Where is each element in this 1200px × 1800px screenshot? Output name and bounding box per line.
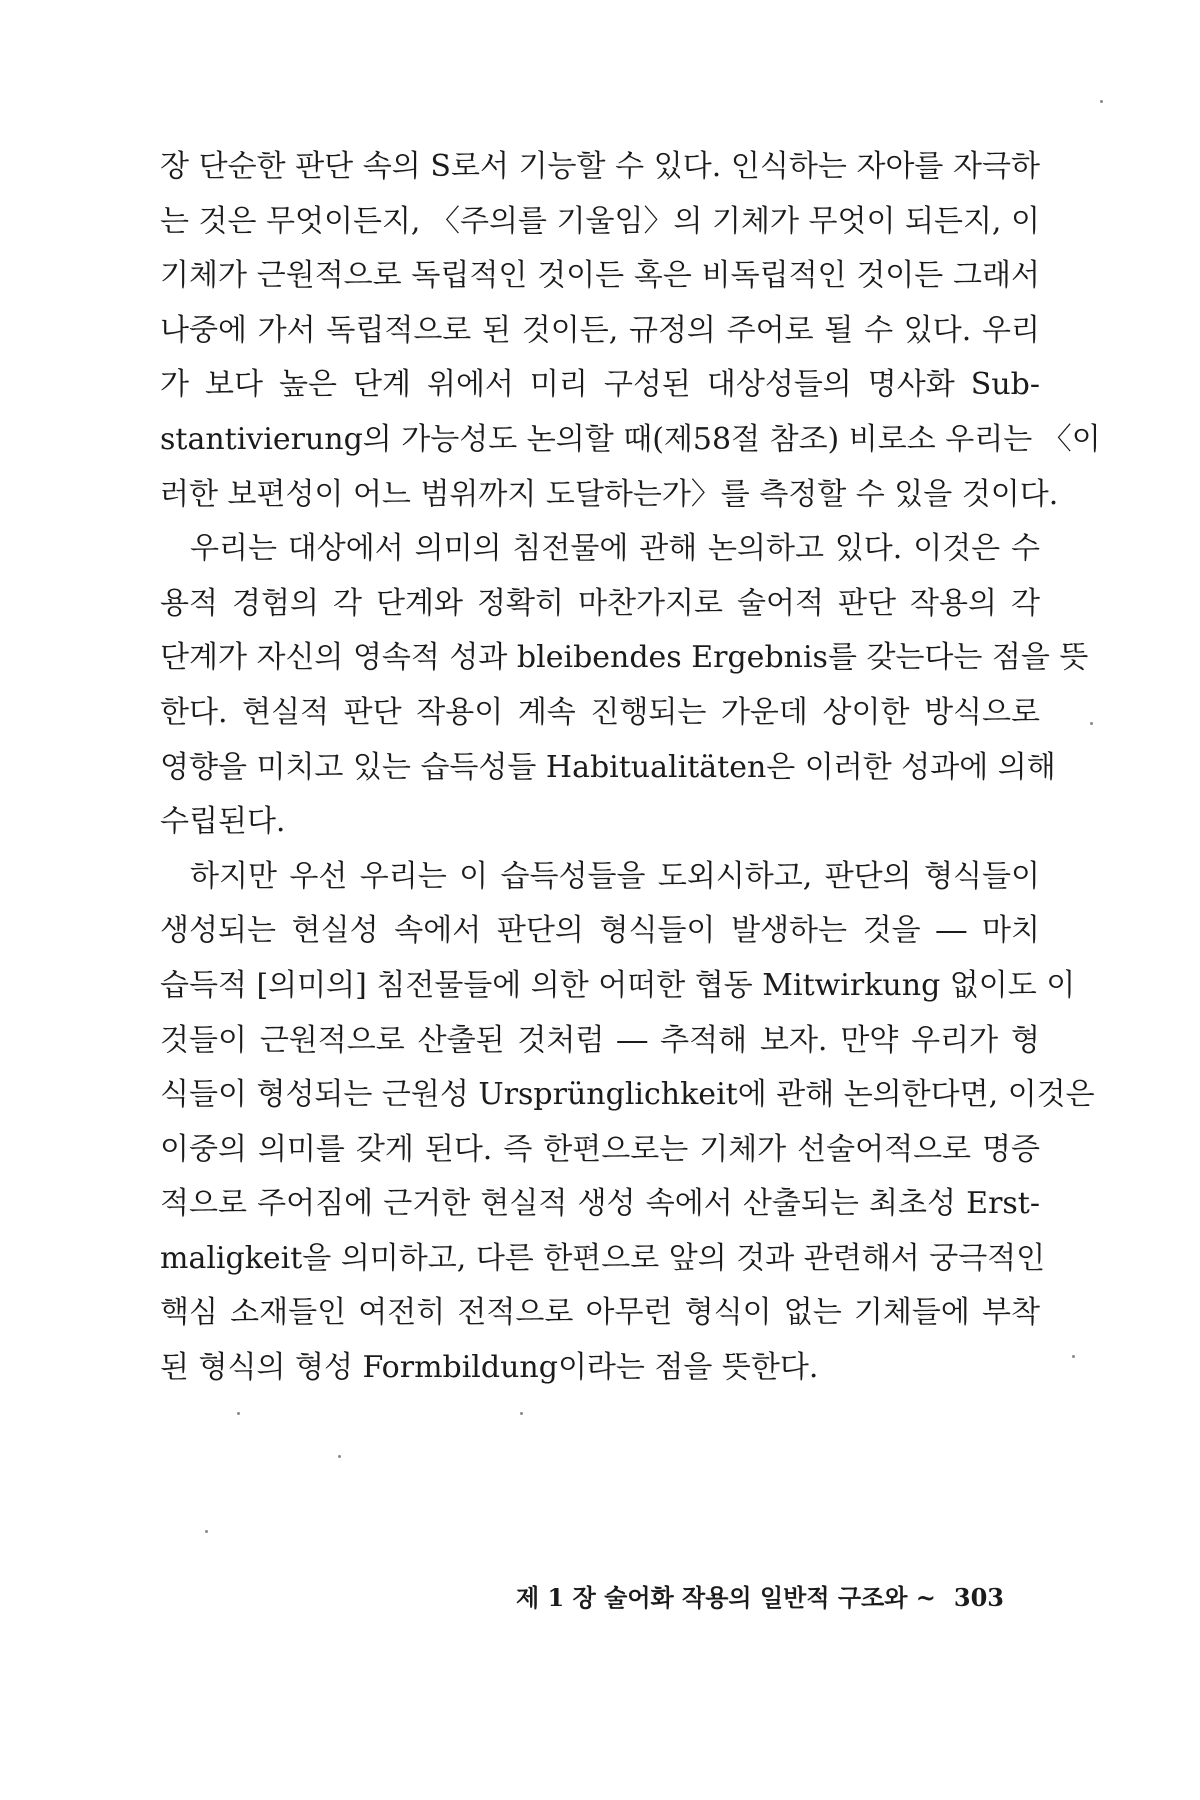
text-line: 적으로 주어짐에 근거한 현실적 생성 속에서 산출되는 최초성 Erst-	[160, 1186, 1040, 1222]
paragraph-1	[160, 140, 1101, 522]
text-line: stantivierung의 가능성도 논의할 때(제58절 참조) 비로소 우리는 〈이	[160, 421, 1101, 457]
text-line: 것들이 근원적으로 산출된 것처럼 ― 추적해 보자. 만약 우리가 형	[160, 1022, 1040, 1058]
text-line: 가 보다 높은 단계 위에서 미리 구성된 대상성들의 명사화 Sub-	[160, 367, 1040, 403]
text-line: 나중에 가서 독립적으로 된 것이든, 규정의 주어로 될 수 있다. 우리	[160, 312, 1040, 348]
paragraph-3	[160, 850, 1095, 1396]
text-line: 이중의 의미를 갖게 된다. 즉 한편으로는 기체가 선술어적으로 명증	[160, 1131, 1040, 1167]
scan-speck	[520, 1412, 523, 1415]
page-number: 303	[953, 1583, 1004, 1612]
page-footer	[516, 1578, 1016, 1613]
scan-speck	[237, 1412, 240, 1415]
text-line: 기체가 근원적으로 독립적인 것이든 혹은 비독립적인 것이든 그래서	[160, 258, 1040, 294]
text-line: 용적 경험의 각 단계와 정확히 마찬가지로 술어적 판단 작용의 각	[160, 585, 1040, 621]
text-line: maligkeit을 의미하고, 다른 한편으로 앞의 것과 관련해서 궁극적인	[160, 1240, 1046, 1276]
text-line: 수립된다.	[160, 804, 286, 840]
text-line: 습득적 [의미의] 침전물들에 의한 어떠한 협동 Mitwirkung 없이도 이	[160, 967, 1076, 1003]
paragraph-2	[160, 522, 1089, 850]
scan-speck	[1100, 100, 1103, 103]
text-line: 한다. 현실적 판단 작용이 계속 진행되는 가운데 상이한 방식으로	[160, 694, 1040, 730]
text-line: 단계가 자신의 영속적 성과 bleibendes Ergebnis를 갖는다는 점을 뜻	[160, 640, 1089, 676]
text-line: 핵심 소재들인 여전히 전적으로 아무런 형식이 없는 기체들에 부착	[160, 1295, 1040, 1331]
scan-speck	[1072, 1355, 1075, 1358]
text-line: 생성되는 현실성 속에서 판단의 형식들이 발생하는 것을 ― 마치	[160, 913, 1040, 949]
text-line: 식들이 형성되는 근원성 Ursprünglichkeit에 관해 논의한다면, 이것은	[160, 1077, 1095, 1113]
running-title: 제 1 장 술어화 작용의 일반적 구조와 ~	[516, 1583, 936, 1612]
scan-speck	[205, 1530, 208, 1533]
text-line: 된 형식의 형성 Formbildung이라는 점을 뜻한다.	[160, 1350, 819, 1386]
text-line: 러한 보편성이 어느 범위까지 도달하는가〉를 측정할 수 있을 것이다.	[160, 476, 1059, 512]
text-line: 영향을 미치고 있는 습득성들 Habitualitäten은 이러한 성과에 의해	[160, 749, 1056, 785]
text-line: 장 단순한 판단 속의 S로서 기능할 수 있다. 인식하는 자아를 자극하	[160, 149, 1040, 184]
text-line: 는 것은 무엇이든지, 〈주의를 기울임〉의 기체가 무엇이 되든지, 이	[160, 203, 1040, 239]
body-text	[160, 140, 1101, 1396]
text-line: 우리는 대상에서 의미의 침전물에 관해 논의하고 있다. 이것은 수	[190, 531, 1040, 567]
text-line: 하지만 우선 우리는 이 습득성들을 도외시하고, 판단의 형식들이	[190, 858, 1040, 894]
scan-speck	[338, 1455, 341, 1458]
scan-speck	[1090, 722, 1093, 725]
